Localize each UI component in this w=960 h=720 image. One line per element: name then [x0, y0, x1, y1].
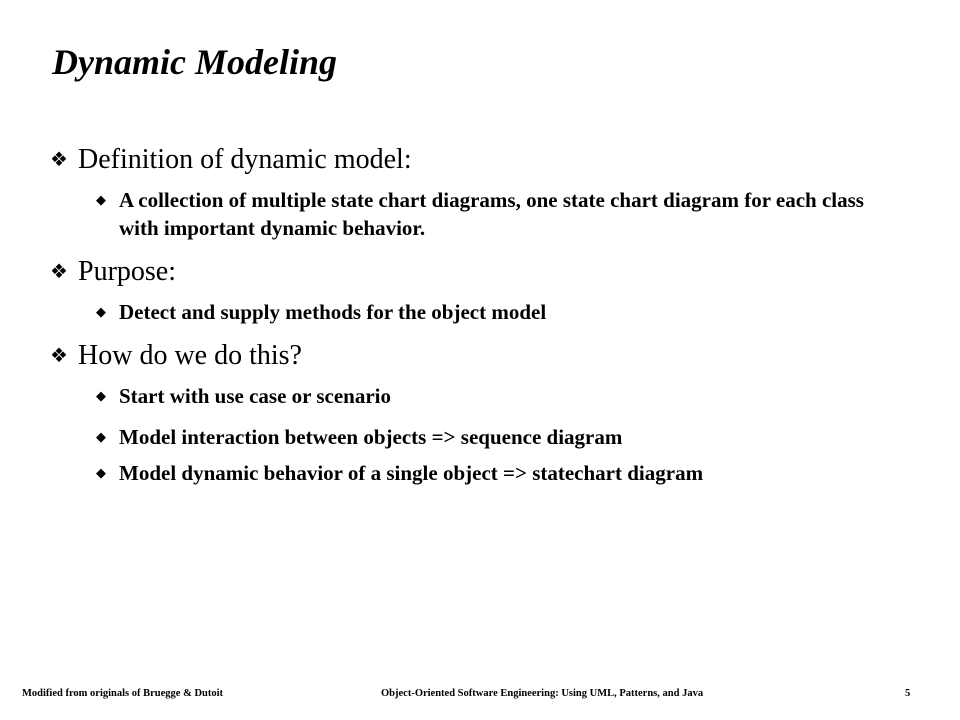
- sub-bullet-definition: [96, 186, 896, 242]
- bullet-diamond-icon: ❖: [50, 149, 68, 171]
- bullet-diamond-icon: ❖: [50, 345, 68, 367]
- slide-title: Dynamic Modeling: [52, 42, 337, 82]
- footer-credit: Modified from originals of Bruegge & Dutoit: [22, 688, 224, 699]
- sub-bullet-how-3: [96, 459, 896, 487]
- bullet-text: Purpose:: [78, 256, 176, 287]
- sub-bullet-purpose: [96, 298, 896, 326]
- sub-bullet-diamond-icon: ◆: [96, 465, 106, 480]
- bullet-text: Definition of dynamic model:: [78, 144, 412, 175]
- sub-bullet-diamond-icon: ◆: [96, 388, 106, 403]
- sub-bullet-how-2: [96, 423, 896, 451]
- sub-bullet-text: Detect and supply methods for the object model: [119, 300, 547, 324]
- sub-bullet-text: Start with use case or scenario: [119, 384, 391, 408]
- bullet-how: [50, 337, 302, 375]
- bullet-diamond-icon: ❖: [50, 261, 68, 283]
- sub-bullet-text: Model dynamic behavior of a single object => statechart diagram: [119, 461, 704, 485]
- bullet-purpose: [50, 253, 176, 291]
- sub-bullet-text: Model interaction between objects => sequence diagram: [119, 425, 623, 449]
- sub-bullet-how-1: [96, 382, 896, 410]
- bullet-text: How do we do this?: [78, 340, 302, 371]
- sub-bullet-diamond-icon: ◆: [96, 192, 106, 207]
- sub-bullet-diamond-icon: ◆: [96, 429, 106, 444]
- bullet-definition: [50, 141, 412, 179]
- sub-bullet-text: A collection of multiple state chart diagrams, one state chart diagram for each class with important dynamic behavior.: [119, 188, 864, 240]
- footer-book-title: Object-Oriented Software Engineering: Using UML, Patterns, and Java: [381, 688, 704, 699]
- sub-bullet-diamond-icon: ◆: [96, 304, 106, 319]
- page-number: 5: [905, 688, 911, 699]
